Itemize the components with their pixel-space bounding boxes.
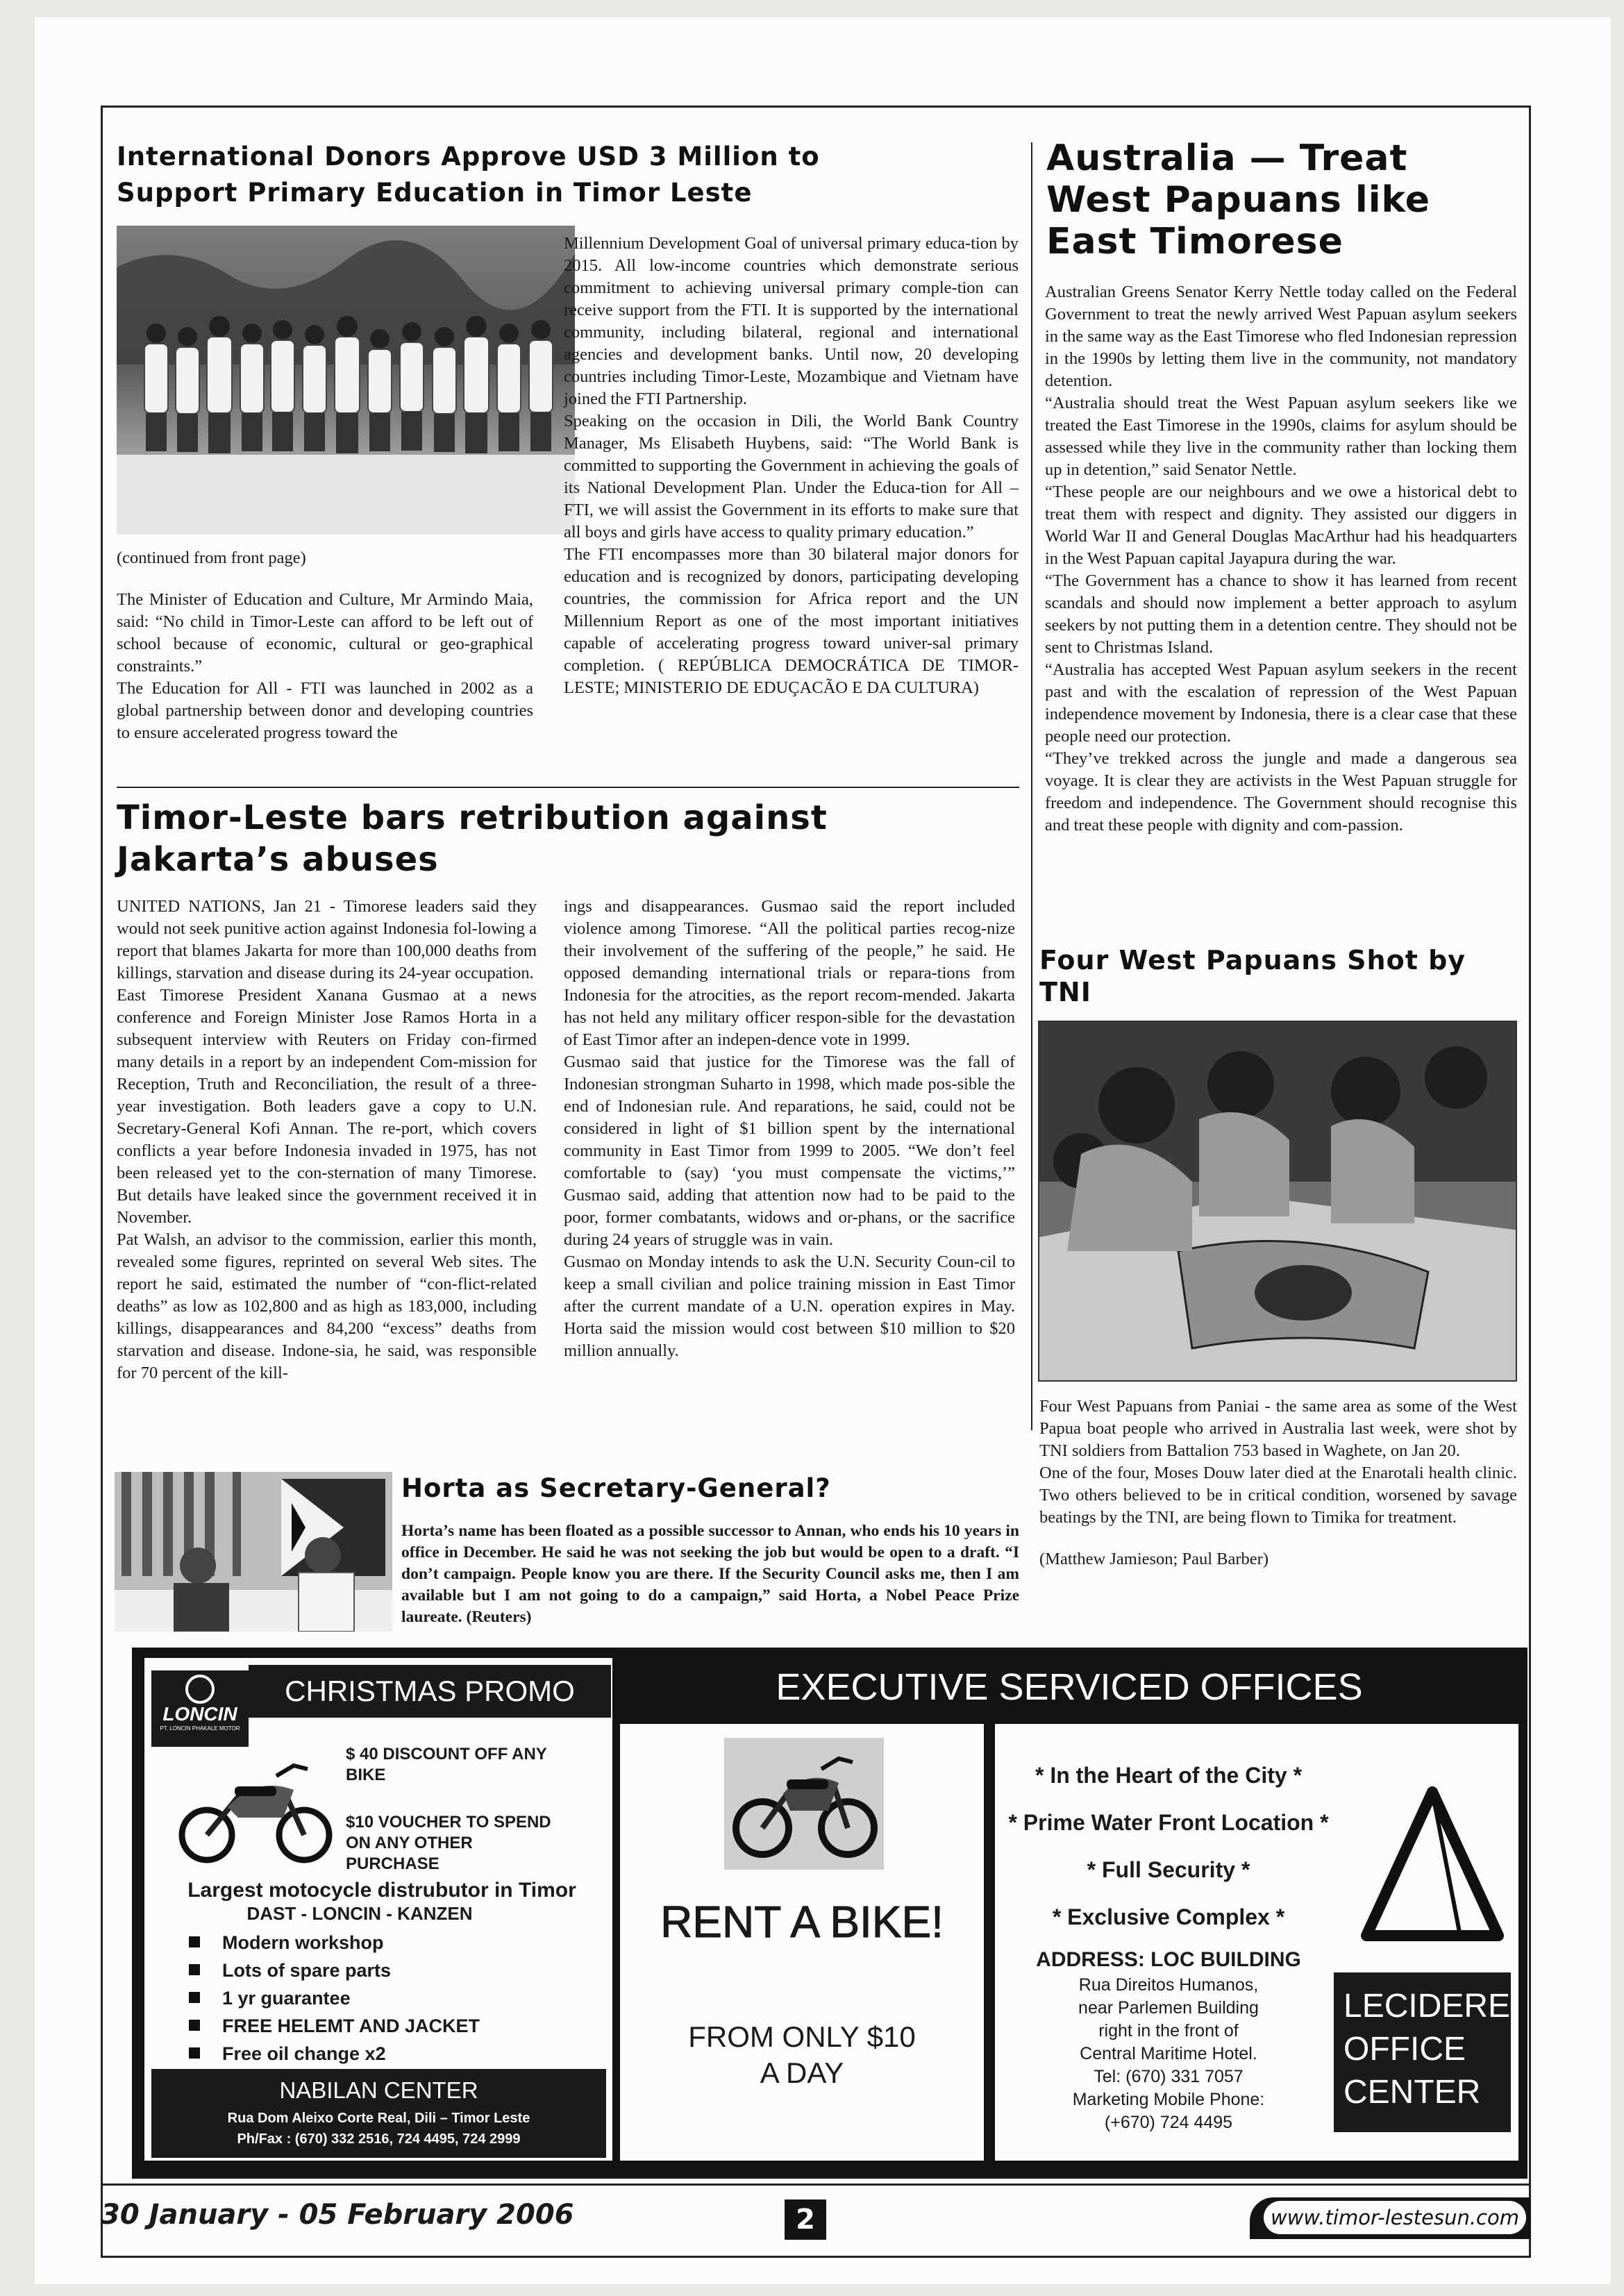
page-number: 2 (785, 2199, 826, 2240)
article1-headline: International Donors Approve USD 3 Million to Support Primary Education in Timor Leste (117, 142, 820, 208)
nabilan-center-box (151, 2069, 606, 2158)
office-address-line: Rua Direitos Humanos, (1078, 1975, 1259, 1995)
article1-paragraph: Millennium Development Goal of universal primary educa-tion by 2015. All low-income countries which demonstrate serious commitment to achieving universal primary comple-tion can receive support from the FTI. It is supported by the international community, including bilateral, regional and international agencies and development banks. Until now, 20 developing countries including Timor-Leste, Mozambique and Vietnam have joined the FTI Partnership. (564, 234, 1019, 408)
article5-headline: Horta as Secretary-General? (401, 1473, 831, 1503)
christmas-promo-banner: CHRISTMAS PROMO (249, 1665, 611, 1718)
office-address-label: ADDRESS: LOC BUILDING (1036, 1948, 1301, 1971)
article2-headline: Australia — Treat West Papuans like East Timorese (1046, 137, 1430, 262)
article3-paragraph: Gusmao on Monday intends to ask the U.N. Security Coun-cil to keep a small civilian and police training mission in East Timor after the current mandate of a U.N. operation expires in May. Horta said the mission would cost between $10 million to $20 million annually. (564, 1252, 1015, 1360)
article3-paragraph: UNITED NATIONS, Jan 21 - Timorese leaders said they would not seek punitive action against Indonesia fol-lowing a report that blames Jakarta for more than 100,000 deaths from killings, starvation and disease during its 24-year occupation. (117, 897, 537, 982)
loncin-ad (142, 1656, 614, 2163)
loncin-features (186, 1929, 575, 2068)
article5-body: Horta’s name has been floated as a possible successor to Annan, who ends his 10 years in office in December. He said he was not seeking the job but would be open to a draft. “I don’t campaign. People know you are there. If the Security Council asks me, then I am available but I am not going to do a campaign,” said Horta, a Nobel Peace Prize laureate. (Reuters) (401, 1522, 1019, 1626)
article2-paragraph: “Australia has accepted West Papuan asylum seekers in the recent past and with the escalation of repression of the West Papuan independence movement by Indonesia, there is a clear case that these people need our protection. (1045, 660, 1517, 746)
funeral-photo (1038, 1021, 1517, 1382)
footer-url[interactable]: www.timor-lestesun.com (1264, 2201, 1526, 2234)
article1-paragraph: The Minister of Education and Culture, Mr Armindo Maia, said: “No child in Timor-Leste can afford to be left out of school because of economic, cultural or geo-graphical constraints.” (117, 590, 533, 676)
logo-line: LECIDERE (1343, 1988, 1511, 2025)
article4-headline: Four West Papuans Shot by TNI (1039, 945, 1466, 1007)
rent-bike-price: FROM ONLY $10 (688, 2020, 916, 2053)
center-address: Rua Dom Aleixo Corte Real, Dili – Timor Leste (227, 2111, 530, 2126)
loncin-headline: Largest motocycle distrubutor in Timor (187, 1879, 576, 1902)
executive-offices-banner: EXECUTIVE SERVICED OFFICES (776, 1666, 1363, 1708)
rental-bike-image (724, 1738, 884, 1870)
center-name: NABILAN CENTER (279, 2077, 478, 2103)
office-feature: * Exclusive Complex * (1052, 1904, 1285, 1929)
feature-item: Lots of spare parts (186, 1956, 575, 1984)
rent-bike-ad (618, 1722, 986, 2163)
office-feature: * Full Security * (1087, 1857, 1250, 1882)
offices-ad (993, 1722, 1521, 2163)
loncin-logo (151, 1670, 249, 1747)
horta-photo (115, 1472, 392, 1632)
triangle-logo-icon (1356, 1786, 1509, 1946)
article1-paragraph: Speaking on the occasion in Dili, the World Bank Country Manager, Ms Elisabeth Huybens, said: “The World Bank is committed to supporting the Government in achieving the goals of its National Development Plan. Under the Educa-tion for All – FTI, we will assist the Government in its efforts to make sure that all boys and girls have access to quality primary education.” (564, 412, 1019, 542)
motorbike-image (172, 1748, 339, 1866)
feature-item: Free oil change x2 (186, 2040, 575, 2068)
footer-rule (101, 2184, 1531, 2186)
photo-caption: (continued from front page) (117, 548, 306, 567)
office-address-line: Central Maritime Hotel. (1080, 2044, 1257, 2063)
feature-item: 1 yr guarantee (186, 1984, 575, 2012)
article2-paragraph: “The Government has a chance to show it has learned from recent scandals and should now implement a better approach to asylum seekers by not putting them in a detention centre. They should not be sent to Christmas Island. (1045, 571, 1517, 657)
office-mobile-label: Marketing Mobile Phone: (1072, 2090, 1265, 2109)
loncin-brands: DAST - LONCIN - KANZEN (246, 1903, 473, 1924)
article4-paragraph: Four West Papuans from Paniai - the same area as some of the West Papua boat people who arrived in Australia last week, were shot by TNI soldiers from Battalion 753 based in Waghete, on Jan 20. (1039, 1397, 1517, 1460)
article2-paragraph: “Australia should treat the West Papuan asylum seekers like we treated the East Timorese in the 1990s, claims for asylum should be assessed while they live in the community rather than locking them up in detention,” said Senator Nettle. (1045, 394, 1517, 479)
office-address-line: right in the front of (1098, 2021, 1239, 2041)
article3-headline: Timor-Leste bars retribution against Jakarta’s abuses (117, 798, 828, 879)
loncin-brand-sub: PT. LONCIN PHAKALE MOTOR (160, 1725, 240, 1732)
footer-date: 30 January - 05 February 2006 (101, 2199, 574, 2231)
schoolchildren-photo (117, 226, 575, 535)
feature-item: FREE HELEMT AND JACKET (186, 2012, 575, 2040)
article2-paragraph: “These people are our neighbours and we owe a historical debt to treat them with respect and dignity. They assisted our diggers in World War II and General Douglas MacArthur had his headquarters in the West Papuan capital Jayapura during the war. (1045, 483, 1517, 568)
article4-credit: (Matthew Jamieson; Paul Barber) (1039, 1550, 1269, 1568)
offer-voucher: $10 VOUCHER TO SPEND ON ANY OTHER PURCHASE (346, 1813, 551, 1873)
center-phone: Ph/Fax : (670) 332 2516, 724 4495, 724 2999 (237, 2131, 521, 2147)
lecidere-logo (1334, 1972, 1511, 2132)
loncin-emblem-icon (185, 1675, 215, 1704)
article3-paragraph: ings and disappearances. Gusmao said the report included violence among Timorese. “All the political parties recog-nize their involvement of the suffering of the people,” he said. He opposed demanding international trials or repara-tions from Indonesia for the atrocities, as the report recom-mended. Jakarta has not held any military officer respon-sible for the devastation of East Timor after an indepen-dence vote in 1999. (564, 897, 1015, 1049)
office-tel: Tel: (670) 331 7057 (1094, 2067, 1244, 2086)
office-feature: * In the Heart of the City * (1035, 1763, 1303, 1788)
article2-paragraph: “They’ve trekked across the jungle and made a dangerous sea voyage. It is clear they are activists in the West Papuan struggle for freedom and independence. The Government should recognise this and treat these people with dignity and com-passion. (1045, 749, 1517, 835)
article4-paragraph: One of the four, Moses Douw later died at the Enarotali health clinic. Two others believed to be in critical condition, worsened by savage beatings by the TNI, are being flown to Timika for treatment. (1039, 1464, 1517, 1527)
rent-bike-title: RENT A BIKE! (660, 1897, 944, 1947)
office-feature: * Prime Water Front Location * (1008, 1810, 1329, 1835)
office-mobile: (+670) 724 4495 (1104, 2113, 1233, 2132)
article3-paragraph: Pat Walsh, an advisor to the commission, earlier this month, revealed some figures, reprinted on several Web sites. The report he said, estimated the number of “con-flict-related deaths” as low as 102,800 and as high as 183,000, including killings, disappearances and 84,200 “excess” deaths from starvation and disease. Indone-sia, he said, was responsible for 70 percent of the kill- (117, 1230, 537, 1382)
office-address-line: near Parlemen Building (1078, 1998, 1259, 2018)
logo-line: CENTER (1343, 2074, 1481, 2111)
rent-bike-price-unit: A DAY (760, 2056, 844, 2089)
article3-paragraph: Gusmao said that justice for the Timorese was the fall of Indonesian strongman Suharto in 1998, which made pos-sible the end of Indonesian rule. And reparations, he said, could not be considered in light of $1 billion spent by the international community in East Timor from 1999 to 2005. “We don’t feel comfortable to (say) ‘you must compensate the victims,’” Gusmao said, adding that attention now had to be paid to the poor, former combatants, widows and or-phans, or the sacrifice during 24 years of struggle was in vain. (564, 1053, 1015, 1249)
offer-discount: $ 40 DISCOUNT OFF ANY BIKE (346, 1745, 547, 1784)
section-rule (117, 787, 1019, 788)
logo-line: OFFICE (1343, 2031, 1466, 2068)
article1-paragraph: The Education for All - FTI was launched in 2002 as a global partnership between donor and developing countries to ensure accelerated progress toward the (117, 679, 533, 742)
article2-paragraph: Australian Greens Senator Kerry Nettle today called on the Federal Government to treat the newly arrived West Papuan asylum seekers in the same way as the East Timorese who fled Indonesian repression in the 1990s by letting them live in the community, not mandatory detention. (1045, 283, 1517, 390)
column-divider (1031, 142, 1032, 1430)
article1-paragraph: The FTI encompasses more than 30 bilateral major donors for education and is recognized by donors, participating developing countries, the commission for Africa report and the UN Millennium Report as one of the most important initiatives capable of accelerating progress toward univer-sal primary completion. ( REPÚBLICA DEMOCRÁTICA DE TIMOR-LESTE; MINISTERIO DE EDUÇACÃO E DA CULTURA) (564, 545, 1019, 697)
feature-item: Modern workshop (186, 1929, 575, 1956)
loncin-brand: LONCIN (162, 1703, 237, 1725)
article3-paragraph: East Timorese President Xanana Gusmao at a news conference and Foreign Minister Jose Ramos Horta in a subsequent interview with Reuters on Friday con-firmed many details in a report by an independent Com-mission for Reception, Truth and Reconciliation, the result of a three-year investigation. Both leaders gave a copy to U.N. Secretary-General Kofi Annan. The re-port, which covers conflicts a year before Indonesia invaded in 1975, has not been released yet to the con-sternation of many Timorese. But details have leaked since the government received it in November. (117, 986, 537, 1227)
